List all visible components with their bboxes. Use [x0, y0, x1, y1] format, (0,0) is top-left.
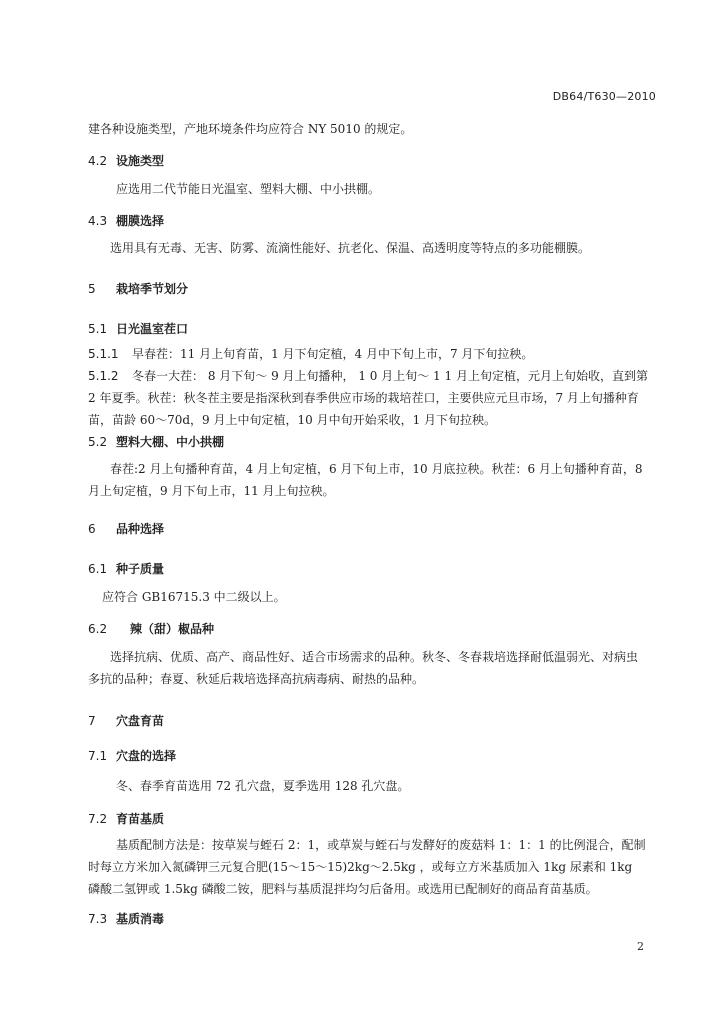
heading-7-1: [88, 747, 176, 764]
section-title: 品种选择: [116, 522, 165, 536]
heading-6-2: [88, 620, 214, 637]
section-title: 穴盘的选择: [116, 749, 177, 763]
heading-7-2: [88, 810, 164, 827]
section-title: 栽培季节划分: [116, 282, 189, 296]
section-title: 基质消毒: [116, 912, 165, 926]
paragraph-7-1: 冬、春季育苗选用 72 孔穴盘，夏季选用 128 孔穴盘。: [116, 779, 410, 793]
section-title: 塑料大棚、中小拱棚: [116, 435, 225, 449]
section-number: 7: [88, 714, 96, 728]
paragraph-6-2: 选择抗病、优质、高产、商品性好、适合市场需求的品种。秋冬、冬春栽培选择耐低温弱光、对病虫多抗的品种；春夏、秋延后栽培选择高抗病毒病、耐热的品种。: [88, 650, 639, 686]
section-title: 育苗基质: [116, 812, 165, 826]
section-title: 穴盘育苗: [116, 714, 165, 728]
paragraph-4-3: 选用具有无毒、无害、防雾、流滴性能好、抗老化、保温、高透明度等特点的多功能棚膜。: [110, 241, 591, 255]
subsection-text: 早春茬：11 月上旬育苗，1 月下旬定植，4 月中下旬上市，7 月下旬拉秧。: [132, 347, 534, 361]
heading-4-2: [88, 152, 164, 169]
heading-5-2: [88, 433, 224, 450]
heading-5-1: [88, 320, 188, 337]
page-number: 2: [637, 940, 644, 953]
section-number: 5.2: [88, 435, 108, 449]
heading-7-3: [88, 910, 164, 927]
section-number: 4.3: [88, 214, 108, 228]
paragraph-5-2: 春茬:2 月上旬播种育苗，4 月上旬定植，6 月下旬上市，10 月底拉秧。秋茬：6 月上旬播种育苗，8 月上旬定植，9 月下旬上市，11 月上旬拉秧。: [88, 462, 643, 498]
continued-paragraph: 建各种设施类型，产地环境条件均应符合 NY 5010 的规定。: [88, 122, 413, 136]
section-number: 7.3: [88, 912, 108, 926]
section-number: 6.1: [88, 562, 108, 576]
section-number: 6: [88, 522, 96, 536]
heading-4-3: [88, 212, 164, 229]
subsection-number: 5.1.1: [88, 347, 119, 361]
heading-6: [88, 520, 164, 537]
section-number: 7.2: [88, 812, 108, 826]
section-title: 辣（甜）椒品种: [130, 622, 215, 636]
heading-5: [88, 280, 188, 297]
heading-6-1: [88, 560, 164, 577]
subsection-text: 冬春一大茬： 8 月下旬～ 9 月上旬播种， 1 0 月上旬～ 1 1 月上旬定植，元月上旬始收，直到第 2 年夏季。秋茬：秋冬茬主要是指深秋到春季供应市场的栽培茬口，主要供应元旦市场，7 月上旬播种育苗，苗龄 60～70d，9 月上中旬定植，10 月中旬开始采收，1 月下旬拉秧。: [88, 369, 648, 427]
section-number: 6.2: [88, 622, 108, 636]
section-title: 种子质量: [116, 562, 165, 576]
heading-7: [88, 712, 164, 729]
paragraph-6-1: 应符合 GB16715.3 中二级以上。: [102, 590, 286, 604]
section-number: 5.1: [88, 322, 108, 336]
section-title: 设施类型: [116, 154, 165, 168]
section-number: 5: [88, 282, 96, 296]
paragraph-7-2: 基质配制方法是：按草炭与蛭石 2：1，或草炭与蛭石与发酵好的废菇料 1：1：1 的比例混合，配制时每立方米加入氮磷钾三元复合肥(15～15～15)2kg～2.5kg ，或每立方米基质加入 1kg 尿素和 1kg 磷酸二氢钾或 1.5kg 磷酸二铵，肥料与基质混拌均匀后备用。或选用已配制好的商品育苗基质。: [88, 838, 646, 896]
section-title: 日光温室茬口: [116, 322, 189, 336]
section-number: 7.1: [88, 749, 108, 763]
subsection-number: 5.1.2: [88, 369, 119, 383]
section-title: 棚膜选择: [116, 214, 165, 228]
section-number: 4.2: [88, 154, 108, 168]
document-code-header: DB64/T630—2010: [552, 90, 656, 103]
subsection-5-1-1: [88, 343, 648, 365]
paragraph-4-2: 应选用二代节能日光温室、塑料大棚、中小拱棚。: [116, 182, 381, 196]
subsection-5-1-2: [88, 365, 648, 431]
